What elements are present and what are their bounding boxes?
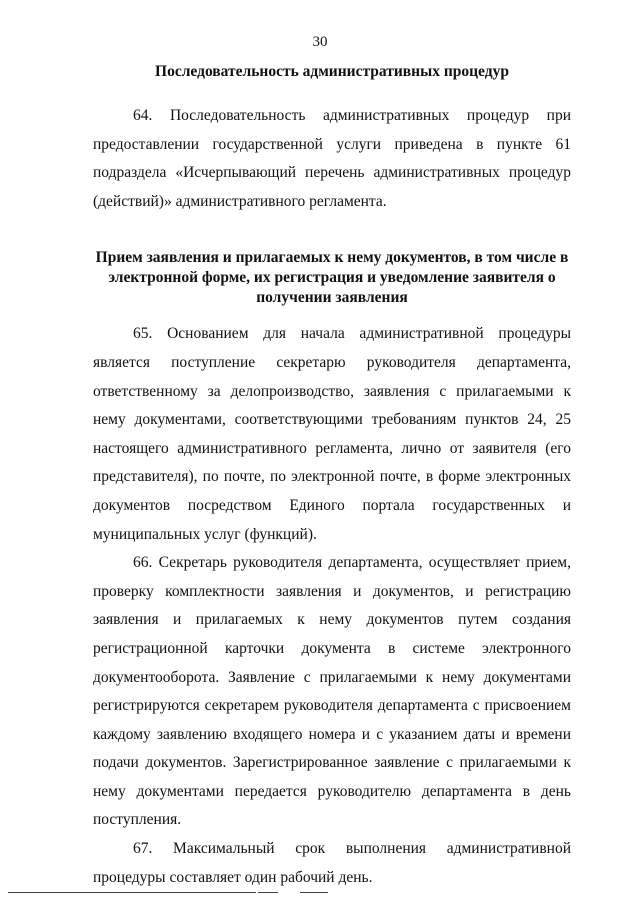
document-body bbox=[93, 62, 571, 892]
page-number: 30 bbox=[312, 34, 328, 50]
footer-rule bbox=[8, 892, 256, 893]
paragraph-65: 65. Основанием для начала административной процедуры является поступление секретарю руководителя департамента, ответственному за делопроизводство, заявления с прилагаемыми к нему документами, соответствующими требованиям пунктов 24, 25 настоящего административного регламента, лично от заявителя (его представителя), по почте, по электронной почте, в форме электронных документов посредством Единого портала государственных и муниципальных услуг (функций). bbox=[93, 325, 571, 543]
section-heading-application-intake: Прием заявления и прилагаемых к нему документов, в том числе в электронной форме, их регистрация и уведомление заявителя о получении заявления bbox=[95, 249, 569, 307]
paragraph-64: 64. Последовательность административных процедур при предоставлении государственной услуги приведена в пункте 61 подраздела «Исчерпывающий перечень административных процедур (действий)» административного регламента. bbox=[93, 107, 571, 210]
footer-rule-segment bbox=[258, 892, 278, 893]
paragraph-66: 66. Секретарь руководителя департамента, осуществляет прием, проверку комплектности заявления и документов, и регистрацию заявления и прилагаемых к нему документов путем создания регистрационной карточки документа в системе электронного документооборота. Заявление с прилагаемыми к нему документами регистрируются секретарем руководителя департамента с присвоением каждому заявлению входящего номера и с указанием даты и времени подачи документов. Зарегистрированное заявление с прилагаемыми к нему документами передается руководителю департамента в день поступления. bbox=[93, 554, 571, 829]
section-heading-procedures: Последовательность административных процедур bbox=[155, 63, 509, 80]
footer-rule-segment bbox=[300, 892, 328, 893]
paragraph-67: 67. Максимальный срок выполнения административной процедуры составляет один рабочий день. bbox=[93, 840, 571, 886]
